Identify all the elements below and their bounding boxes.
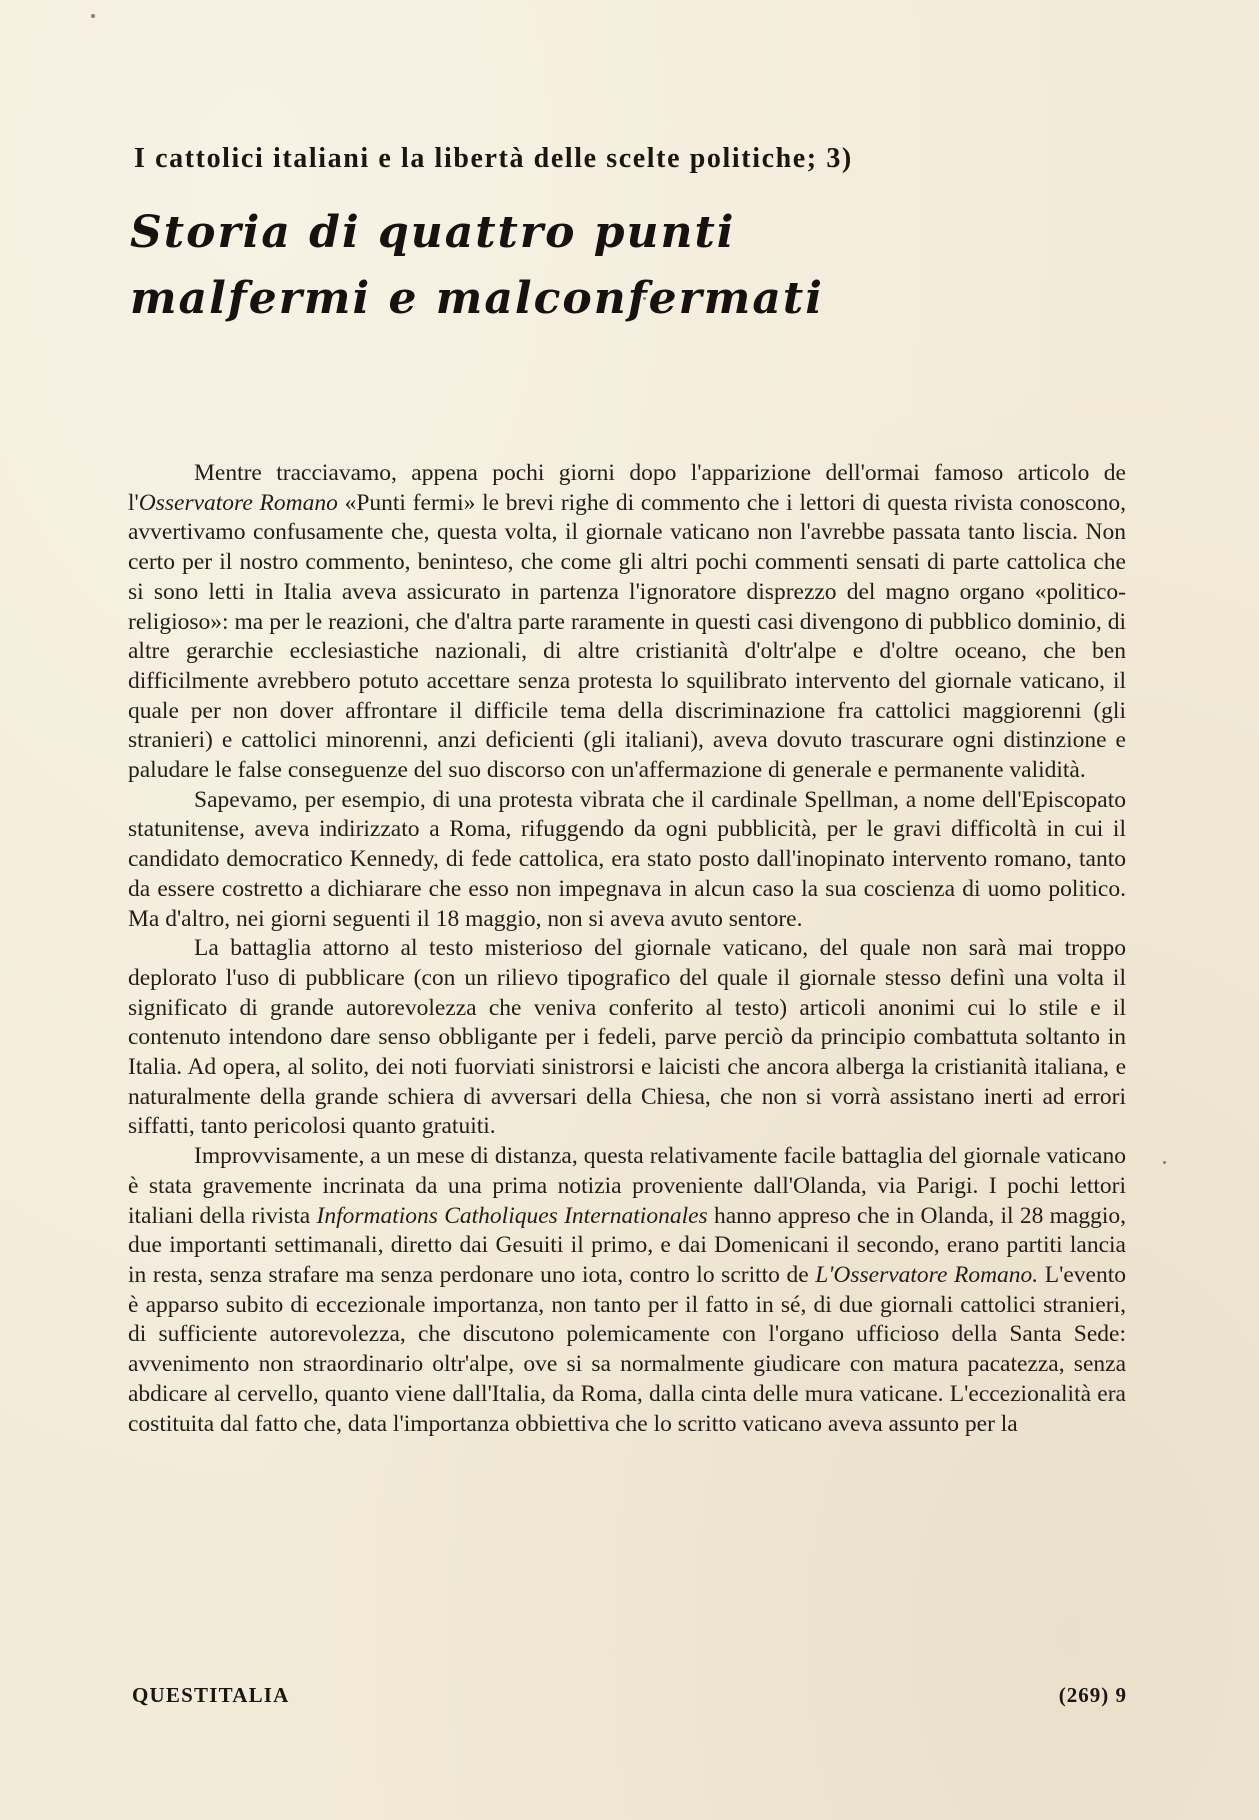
article-paragraph xyxy=(128,786,1126,935)
paragraph-text-span: La battaglia attorno al testo misterioso del giornale vaticano, del quale non sarà mai troppo deplorato l'uso di pubblicare (con un rilievo tipografico del quale il giornale stesso definì una volta il significato di grande autorevolezza che veniva conferito al testo) articoli anonimi cui lo stile e il contenuto intendono dare senso obbligante per i fedeli, parve perciò da principio combattuta soltanto in Italia. Ad opera, al solito, dei noti fuorviati sinistrorsi e laicisti che ancora alberga la cristianità italiana, e naturalmente della grande schiera di avversari della Chiesa, che non si vorrà assistano inerti ad errori siffatti, tanto pericolosi quanto gratuiti. xyxy=(128,935,1126,1140)
article-paragraph xyxy=(128,1142,1126,1439)
italic-title-span: Osservatore Romano xyxy=(138,489,338,516)
italic-title-span: Informations Catholiques Internationales xyxy=(316,1202,708,1229)
paragraph-text-span: Improvvisamente, a un mese di distanza, questa relativamente facile battaglia del giornale vaticano è stata gravemente incrinata da una prima notizia proveniente dall'Olanda, via Parigi. I pochi lettori italiani della rivista xyxy=(128,1143,1126,1229)
article-body xyxy=(128,459,1126,1439)
paragraph-text-span: L'evento è apparso subito di eccezionale importanza, non tanto per il fatto in sé, di due giornali cattolici stranieri, di sufficiente autorevolezza, che discutono polemicamente con l'organo ufficioso della Santa Sede: avvenimento non straordinario oltr'alpe, ove si sa normalmente giudicare con matura pacatezza, senza abdicare al cervello, quanto viene dall'Italia, da Roma, dalla cinta delle mura vaticane. L'eccezionalità era costituita dal fatto che, data l'importanza obbiettiva che lo scritto vaticano aveva assunto per la xyxy=(128,1261,1126,1437)
paragraph-text-span: Sapevamo, per esempio, di una protesta vibrata che il cardinale Spellman, a nome dell'Episcopato statunitense, aveva indirizzato a Roma, rifuggendo da ogni pubblicità, per le gravi difficoltà in cui il candidato democratico Kennedy, di fede cattolica, era stato posto dall'inopinato intervento romano, tanto da essere costretto a dichiarare che esso non impegnava in alcun caso la sua coscienza di uomo politico. Ma d'altro, nei giorni seguenti il 18 maggio, non si aveva avuto sentore. xyxy=(128,786,1126,932)
paper-speck xyxy=(1163,1161,1166,1164)
paragraph-text-span: «Punti fermi» le brevi righe di commento che i lettori di questa rivista conoscono, avvertivamo confusamente che, questa volta, il giornale vaticano non l'avrebbe passata tanto liscia. Non certo per il nostro commento, beninteso, che come gli altri pochi commenti sensati di parte cattolica che si sono letti in Italia aveva assicurato in partenza l'ignoratore disprezzo del magno organo «politico-religioso»: ma per le reazioni, che d'altra parte raramente in questi casi divengono di pubblico dominio, di altre gerarchie ecclesiastiche nazionali, di altre cristianità d'oltr'alpe e d'oltre oceano, che ben difficilmente avrebbero potuto accettare senza protesta lo squilibrato intervento del giornale vaticano, il quale per non dover affrontare il difficile tema della discriminazione fra cattolici maggiorenni (gli stranieri) e cattolici minorenni, anzi deficienti (gli italiani), aveva dovuto trascurare ogni distinzione e paludare le false conseguenze del suo discorso con un'affermazione di generale e permanente validità. xyxy=(128,489,1126,784)
article-title-line-2: malfermi e malconfermati xyxy=(130,273,824,324)
article-kicker: I cattolici italiani e la libertà delle scelte politiche; 3) xyxy=(134,143,853,174)
article-paragraph xyxy=(128,934,1126,1142)
paragraph-text-span: hanno appreso che in Olanda, il 28 maggio, due importanti settimanali, diretto dai Gesuiti il primo, e dai Domenicani il secondo, erano partiti lancia in resta, senza strafare ma senza perdonare uno iota, contro lo scritto de xyxy=(128,1202,1126,1288)
italic-title-span: L'Osservatore Romano. xyxy=(815,1261,1039,1288)
page-number: (269) 9 xyxy=(1058,1683,1127,1707)
article-title-line-1: Storia di quattro punti xyxy=(130,207,736,258)
article-paragraph xyxy=(128,459,1126,786)
paragraph-text-span: Mentre tracciavamo, appena pochi giorni dopo l'apparizione dell'ormai famoso articolo de l' xyxy=(128,460,1126,516)
publication-name: QUESTITALIA xyxy=(132,1683,290,1707)
paper-speck xyxy=(91,14,95,18)
article-title xyxy=(130,200,1130,332)
